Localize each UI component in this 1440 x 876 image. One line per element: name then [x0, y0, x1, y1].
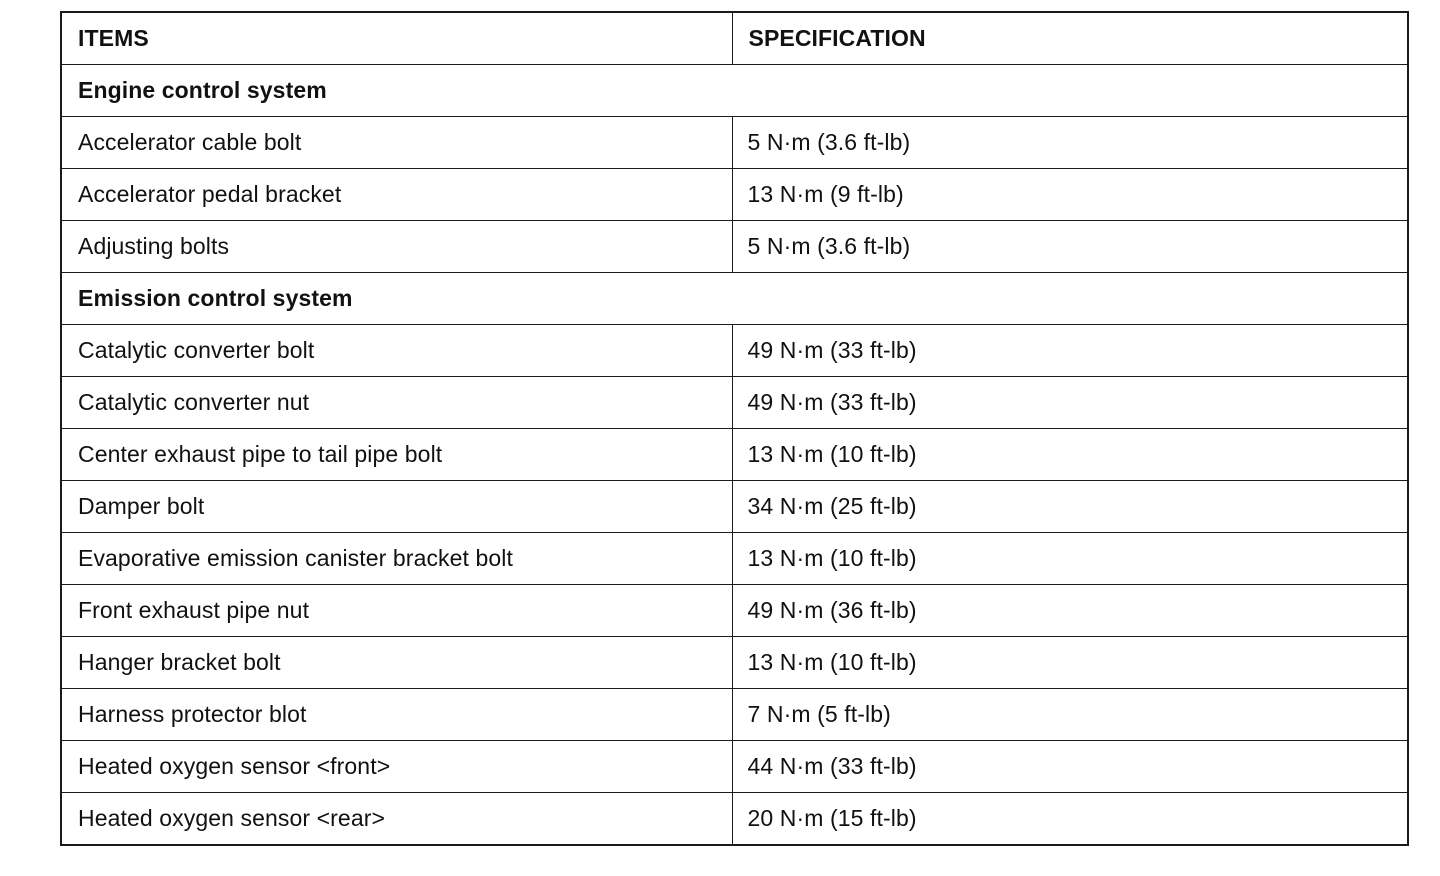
table-row	[61, 741, 1408, 793]
table-row	[61, 637, 1408, 689]
spec-cell: 13 N·m (10 ft-lb)	[732, 637, 1408, 689]
table-row	[61, 481, 1408, 533]
table-row	[61, 585, 1408, 637]
table-row	[61, 429, 1408, 481]
spec-cell: 49 N·m (33 ft-lb)	[732, 325, 1408, 377]
spec-cell: 13 N·m (9 ft-lb)	[732, 169, 1408, 221]
spec-cell: 5 N·m (3.6 ft-lb)	[732, 221, 1408, 273]
spec-cell: 44 N·m (33 ft-lb)	[732, 741, 1408, 793]
item-cell: Damper bolt	[61, 481, 732, 533]
table-body	[61, 65, 1408, 846]
items-column-header: ITEMS	[61, 12, 732, 65]
table-header-row	[61, 12, 1408, 65]
item-cell: Front exhaust pipe nut	[61, 585, 732, 637]
table-row	[61, 221, 1408, 273]
item-cell: Harness protector blot	[61, 689, 732, 741]
item-cell: Accelerator cable bolt	[61, 117, 732, 169]
spec-cell: 5 N·m (3.6 ft-lb)	[732, 117, 1408, 169]
section-label: Engine control system	[61, 65, 1408, 117]
spec-cell: 49 N·m (36 ft-lb)	[732, 585, 1408, 637]
item-cell: Center exhaust pipe to tail pipe bolt	[61, 429, 732, 481]
spec-cell: 7 N·m (5 ft-lb)	[732, 689, 1408, 741]
item-cell: Evaporative emission canister bracket bolt	[61, 533, 732, 585]
section-label: Emission control system	[61, 273, 1408, 325]
table-row	[61, 793, 1408, 846]
item-cell: Catalytic converter bolt	[61, 325, 732, 377]
table-row	[61, 325, 1408, 377]
item-cell: Adjusting bolts	[61, 221, 732, 273]
section-row	[61, 273, 1408, 325]
table-row	[61, 689, 1408, 741]
table-row	[61, 169, 1408, 221]
spec-cell: 49 N·m (33 ft-lb)	[732, 377, 1408, 429]
item-cell: Accelerator pedal bracket	[61, 169, 732, 221]
item-cell: Heated oxygen sensor <rear>	[61, 793, 732, 846]
torque-specification-table	[60, 11, 1409, 846]
spec-cell: 34 N·m (25 ft-lb)	[732, 481, 1408, 533]
item-cell: Catalytic converter nut	[61, 377, 732, 429]
specification-column-header: SPECIFICATION	[732, 12, 1408, 65]
table-row	[61, 117, 1408, 169]
spec-cell: 20 N·m (15 ft-lb)	[732, 793, 1408, 846]
item-cell: Hanger bracket bolt	[61, 637, 732, 689]
table-row	[61, 533, 1408, 585]
table-row	[61, 377, 1408, 429]
spec-cell: 13 N·m (10 ft-lb)	[732, 429, 1408, 481]
item-cell: Heated oxygen sensor <front>	[61, 741, 732, 793]
spec-cell: 13 N·m (10 ft-lb)	[732, 533, 1408, 585]
section-row	[61, 65, 1408, 117]
